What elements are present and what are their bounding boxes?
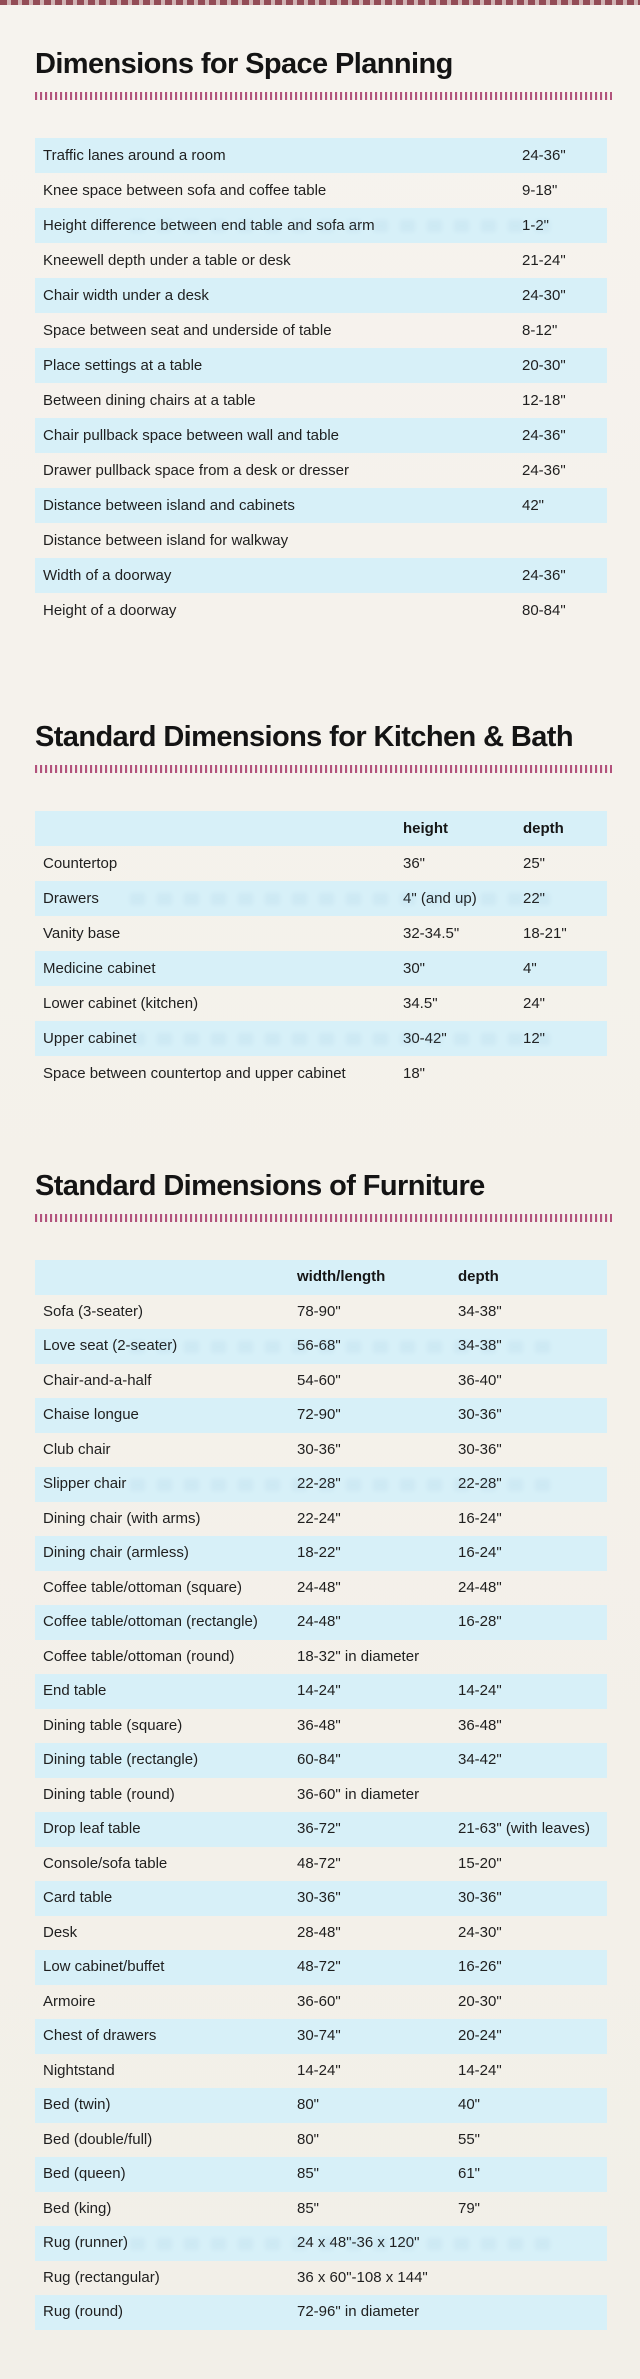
row-value: 18-21": [523, 924, 567, 942]
table-row: [35, 1916, 607, 1951]
column-header: depth: [458, 1268, 499, 1286]
row-label: Chest of drawers: [43, 2027, 157, 2045]
row-label: Countertop: [43, 854, 118, 872]
row-value: 12": [523, 1029, 546, 1047]
row-value: 18": [403, 1064, 426, 1082]
row-value: 36-60": [297, 1992, 341, 2010]
row-label: Chair width under a desk: [43, 286, 209, 304]
row-value: 48-72": [297, 1854, 341, 1872]
row-value: 42": [522, 496, 545, 514]
row-value: 16-26": [458, 1958, 502, 1976]
row-label: Bed (twin): [43, 2096, 111, 2114]
row-label: Drawer pullback space from a desk or dresser: [43, 461, 349, 479]
row-value: 8-12": [522, 321, 558, 339]
row-value: 12-18": [522, 391, 566, 409]
row-value: 32-34.5": [403, 924, 460, 942]
dashed-divider: [35, 92, 612, 100]
row-label: Kneewell depth under a table or desk: [43, 251, 291, 269]
row-value: 30-36": [458, 1889, 502, 1907]
row-label: Dining table (rectangle): [43, 1751, 199, 1769]
row-label: Medicine cabinet: [43, 959, 156, 977]
row-label: Rug (rectangular): [43, 2268, 160, 2286]
row-value: 28-48": [297, 1923, 341, 1941]
table-row: [35, 1881, 607, 1916]
row-value: 14-24": [297, 1682, 341, 1700]
table-row: [35, 1847, 607, 1882]
section-title: Standard Dimensions of Furniture: [35, 1170, 485, 1202]
row-label: Sofa (3-seater): [43, 1302, 144, 1320]
row-value: 60-84": [297, 1751, 341, 1769]
row-label: Height of a doorway: [43, 601, 177, 619]
row-label: Low cabinet/buffet: [43, 1958, 165, 1976]
row-value: 36-48": [458, 1716, 502, 1734]
row-label: Distance between island and cabinets: [43, 496, 295, 514]
table-row: [35, 1640, 607, 1675]
row-value: 20-30": [522, 356, 566, 374]
table-row: [35, 523, 607, 558]
row-value: 36-60" in diameter: [297, 1785, 420, 1803]
row-value: 30-36": [297, 1889, 341, 1907]
row-value: 36": [403, 854, 426, 872]
table-row: [35, 138, 607, 173]
table-row: [35, 1571, 607, 1606]
table-row: [35, 2019, 607, 2054]
row-label: Lower cabinet (kitchen): [43, 994, 199, 1012]
dashed-divider: [35, 765, 612, 773]
row-label: Space between countertop and upper cabinet: [43, 1064, 346, 1082]
table-row: [35, 1467, 607, 1502]
row-value: 21-63" (with leaves): [458, 1820, 591, 1838]
row-value: 24-48": [297, 1578, 341, 1596]
table-row: [35, 2192, 607, 2227]
table-row: [35, 243, 607, 278]
row-value: 18-32" in diameter: [297, 1647, 420, 1665]
row-value: 85": [297, 2199, 320, 2217]
table-row: [35, 418, 607, 453]
row-value: 24-36": [522, 461, 566, 479]
row-value: 54-60": [297, 1371, 341, 1389]
table-row: [35, 881, 607, 916]
row-value: 78-90": [297, 1302, 341, 1320]
table-row: [35, 2295, 607, 2330]
row-value: 14-24": [458, 1682, 502, 1700]
row-value: 36-72": [297, 1820, 341, 1838]
row-label: Chaise longue: [43, 1406, 139, 1424]
row-value: 24-48": [458, 1578, 502, 1596]
row-label: Slipper chair: [43, 1475, 127, 1493]
row-label: Dining table (round): [43, 1785, 175, 1803]
row-label: Traffic lanes around a room: [43, 146, 226, 164]
row-label: Width of a doorway: [43, 566, 172, 584]
row-label: Coffee table/ottoman (rectangle): [43, 1613, 258, 1631]
row-label: Nightstand: [43, 2061, 115, 2079]
row-label: Place settings at a table: [43, 356, 203, 374]
row-label: Vanity base: [43, 924, 121, 942]
table-row: [35, 453, 607, 488]
row-value: 16-24": [458, 1509, 502, 1527]
row-value: 18-22": [297, 1544, 341, 1562]
table-row: [35, 2226, 607, 2261]
row-value: 30-36": [458, 1406, 502, 1424]
table-row: [35, 1950, 607, 1985]
table-row: [35, 1502, 607, 1537]
row-label: Armoire: [43, 1992, 96, 2010]
table-row: [35, 951, 607, 986]
table-row: [35, 1778, 607, 1813]
row-value: 1-2": [522, 216, 550, 234]
table-row: [35, 1056, 607, 1091]
row-label: Bed (queen): [43, 2165, 126, 2183]
row-value: 48-72": [297, 1958, 341, 1976]
row-value: 34-42": [458, 1751, 502, 1769]
row-value: 14-24": [458, 2061, 502, 2079]
row-label: Card table: [43, 1889, 113, 1907]
section-title: Dimensions for Space Planning: [35, 48, 453, 80]
row-label: End table: [43, 1682, 107, 1700]
table-row: [35, 986, 607, 1021]
row-label: Between dining chairs at a table: [43, 391, 256, 409]
row-value: 34.5": [403, 994, 438, 1012]
row-value: 30-42": [403, 1029, 447, 1047]
row-value: 15-20": [458, 1854, 502, 1872]
table-row: [35, 173, 607, 208]
row-label: Rug (runner): [43, 2234, 129, 2252]
table-row: [35, 1985, 607, 2020]
table-row: [35, 1398, 607, 1433]
row-label: Dining chair (armless): [43, 1544, 189, 1562]
row-value: 22-28": [458, 1475, 502, 1493]
row-label: Rug (round): [43, 2303, 124, 2321]
row-label: Space between seat and underside of table: [43, 321, 332, 339]
row-value: 40": [458, 2096, 481, 2114]
column-header: height: [403, 819, 448, 837]
row-label: Desk: [43, 1923, 78, 1941]
row-label: Bed (king): [43, 2199, 112, 2217]
table-header-row: [35, 811, 607, 846]
table-row: [35, 2123, 607, 2158]
row-value: 36-40": [458, 1371, 502, 1389]
row-value: 61": [458, 2165, 481, 2183]
table-row: [35, 1329, 607, 1364]
row-value: 24-36": [522, 146, 566, 164]
row-label: Drop leaf table: [43, 1820, 141, 1838]
row-value: 24-30": [458, 1923, 502, 1941]
row-label: Coffee table/ottoman (round): [43, 1647, 235, 1665]
row-label: Distance between island for walkway: [43, 531, 289, 549]
row-label: Dining table (square): [43, 1716, 183, 1734]
table-row: [35, 208, 607, 243]
row-label: Height difference between end table and sofa arm: [43, 216, 375, 234]
table-row: [35, 1433, 607, 1468]
row-label: Console/sofa table: [43, 1854, 168, 1872]
row-value: 24": [523, 994, 546, 1012]
row-value: 24-36": [522, 426, 566, 444]
table-row: [35, 846, 607, 881]
table-row: [35, 916, 607, 951]
row-label: Dining chair (with arms): [43, 1509, 201, 1527]
table-row: [35, 1364, 607, 1399]
row-value: 20-30": [458, 1992, 502, 2010]
row-label: Club chair: [43, 1440, 111, 1458]
row-value: 55": [458, 2130, 481, 2148]
row-value: 22-28": [297, 1475, 341, 1493]
table-row: [35, 593, 607, 628]
row-value: 36 x 60"-108 x 144": [297, 2268, 428, 2286]
table-row: [35, 1021, 607, 1056]
table-row: [35, 558, 607, 593]
row-value: 22-24": [297, 1509, 341, 1527]
row-value: 56-68": [297, 1337, 341, 1355]
table-row: [35, 2054, 607, 2089]
table-row: [35, 383, 607, 418]
row-value: 24 x 48"-36 x 120": [297, 2234, 420, 2252]
column-header: depth: [523, 819, 564, 837]
space-planning-table: [35, 138, 607, 628]
table-row: [35, 313, 607, 348]
table-row: [35, 1295, 607, 1330]
row-value: 24-48": [297, 1613, 341, 1631]
table-row: [35, 2157, 607, 2192]
row-label: Upper cabinet: [43, 1029, 137, 1047]
table-row: [35, 1605, 607, 1640]
section-kitchen-bath: [35, 719, 612, 1091]
section-furniture: [35, 1168, 612, 2330]
row-value: 24-30": [522, 286, 566, 304]
row-value: 25": [523, 854, 546, 872]
row-value: 79": [458, 2199, 481, 2217]
row-label: Coffee table/ottoman (square): [43, 1578, 243, 1596]
row-value: 30-36": [458, 1440, 502, 1458]
row-value: 36-48": [297, 1716, 341, 1734]
row-value: 30-36": [297, 1440, 341, 1458]
row-value: 14-24": [297, 2061, 341, 2079]
table-row: [35, 488, 607, 523]
row-value: 34-38": [458, 1337, 502, 1355]
table-row: [35, 278, 607, 313]
row-value: 85": [297, 2165, 320, 2183]
table-row: [35, 348, 607, 383]
row-value: 16-24": [458, 1544, 502, 1562]
row-label: Love seat (2-seater): [43, 1337, 178, 1355]
row-value: 30": [403, 959, 426, 977]
table-row: [35, 2088, 607, 2123]
row-value: 80-84": [522, 601, 566, 619]
row-label: Chair pullback space between wall and table: [43, 426, 340, 444]
table-header-row: [35, 1260, 607, 1295]
row-label: Bed (double/full): [43, 2130, 153, 2148]
row-value: 80": [297, 2096, 320, 2114]
row-value: 34-38": [458, 1302, 502, 1320]
section-title: Standard Dimensions for Kitchen & Bath: [35, 721, 573, 753]
row-value: 4": [523, 959, 537, 977]
row-value: 30-74": [297, 2027, 341, 2045]
row-value: 72-96" in diameter: [297, 2303, 420, 2321]
row-value: 9-18": [522, 181, 558, 199]
table-row: [35, 1709, 607, 1744]
table-row: [35, 1674, 607, 1709]
row-value: 24-36": [522, 566, 566, 584]
column-header: width/length: [297, 1268, 386, 1286]
row-label: Knee space between sofa and coffee table: [43, 181, 327, 199]
table-row: [35, 1536, 607, 1571]
section-space-planning: [35, 46, 612, 628]
row-value: 72-90": [297, 1406, 341, 1424]
row-value: 20-24": [458, 2027, 502, 2045]
row-value: 80": [297, 2130, 320, 2148]
table-row: [35, 1743, 607, 1778]
furniture-table: [35, 1260, 607, 2330]
table-row: [35, 2261, 607, 2296]
row-value: 22": [523, 889, 546, 907]
dashed-divider: [35, 1214, 612, 1222]
scan-edge-artifact: [0, 0, 640, 5]
row-value: 4" (and up): [403, 889, 477, 907]
row-label: Chair-and-a-half: [43, 1371, 152, 1389]
table-row: [35, 1812, 607, 1847]
kitchen-bath-table: [35, 811, 607, 1091]
row-label: Drawers: [43, 889, 99, 907]
row-value: 16-28": [458, 1613, 502, 1631]
row-value: 21-24": [522, 251, 566, 269]
